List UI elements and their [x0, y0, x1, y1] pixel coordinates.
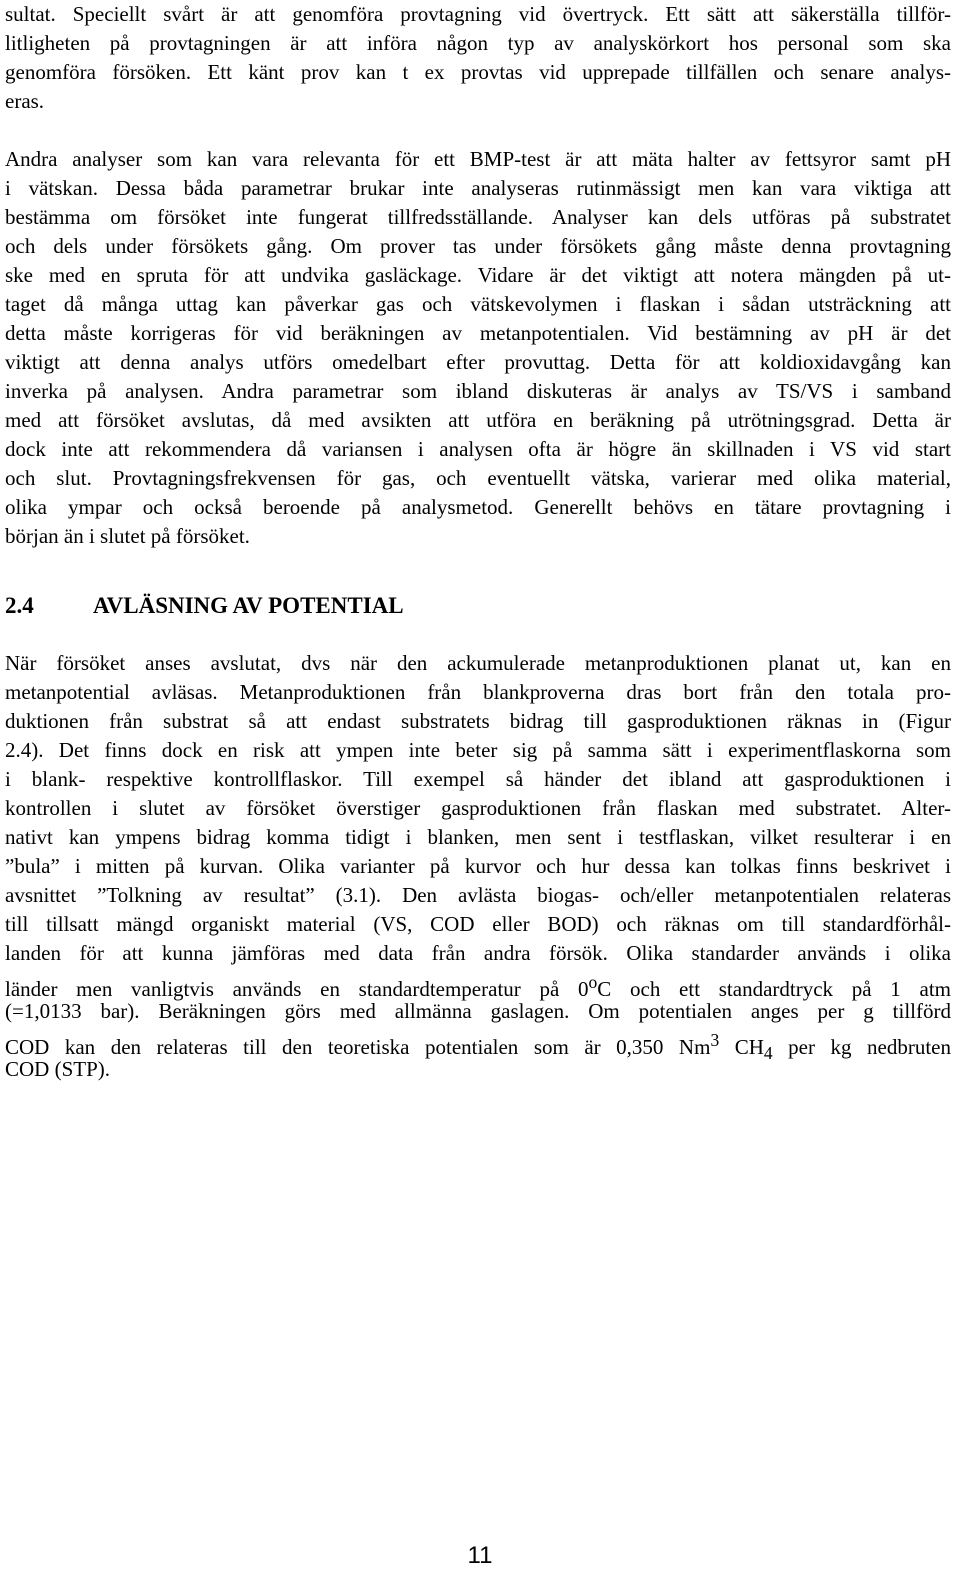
text-line: olika ympar och också beroende på analysmetod. Generellt behövs en tätare provtagning i	[5, 495, 951, 519]
text-line: bestämma om försöket inte fungerat tillfredsställande. Analyser kan dels utföras på substratet	[5, 205, 951, 229]
section-title: AVLÄSNING AV POTENTIAL	[93, 593, 404, 618]
text-line: ske med en spruta för att undvika gasläckage. Vidare är det viktigt att notera mängden på ut-	[5, 263, 951, 287]
text-line: och slut. Provtagningsfrekvensen för gas, och eventuellt vätska, varierar med olika material,	[5, 466, 951, 490]
text-line: viktigt att denna analys utförs omedelbart efter provuttag. Detta för att koldioxidavgång kan	[5, 350, 951, 374]
text-line: genomföra försöken. Ett känt prov kan t ex provtas vid upprepade tillfällen och senare analys-	[5, 60, 951, 84]
text-line: i vätskan. Dessa båda parametrar brukar inte analyseras rutinmässigt men kan vara viktiga att	[5, 176, 951, 200]
text-line: avsnittet ”Tolkning av resultat” (3.1). Den avlästa biogas- och/eller metanpotentialen relateras	[5, 883, 951, 907]
text-line: med att försöket avslutas, då med avsikten att utföra en beräkning på utrötningsgrad. Detta är	[5, 408, 951, 432]
intro-paragraph	[5, 0, 951, 116]
text-line: i blank- respektive kontrollflaskor. Till exempel så händer det ibland att gasproduktionen i	[5, 767, 951, 791]
text-line: COD (STP).	[5, 1057, 111, 1081]
text-line: landen för att kunna jämföras med data från andra försök. Olika standarder används i olika	[5, 941, 951, 965]
section-gap	[5, 551, 951, 591]
document-page	[5, 0, 951, 1084]
text-line: och dels under försökets gång. Om prover tas under försökets gång måste denna provtagning	[5, 234, 951, 258]
text-line: nativt kan ympens bidrag komma tidigt i blanken, men sent i testflaskan, vilket resulterar i en	[5, 825, 951, 849]
superscript-degree: o	[588, 972, 598, 992]
text-line: 2.4). Det finns dock en risk att ympen inte beter sig på samma sätt i experimentflaskorna som	[5, 738, 951, 762]
text-line-temperature	[5, 968, 951, 1001]
potential-paragraph	[5, 649, 951, 1084]
text-line: (=1,0133 bar). Beräkningen görs med allmänna gaslagen. Om potentialen anges per g tillförd	[5, 999, 951, 1023]
text-line: ”bula” i mitten på kurvan. Olika varianter på kurvor och hur dessa kan tolkas finns beskrivet i	[5, 854, 951, 878]
text-line: När försöket anses avslutat, dvs när den ackumulerade metanproduktionen planat ut, kan en	[5, 651, 951, 675]
subscript-four: 4	[763, 1043, 773, 1064]
text-line: sultat. Speciellt svårt är att genomföra provtagning vid övertryck. Ett sätt att säkerställa tillför-	[5, 2, 951, 26]
text-line: detta måste korrigeras för vid beräkningen av metanpotentialen. Vid bestämning av pH är det	[5, 321, 951, 345]
paragraph-gap	[5, 116, 951, 145]
text-line: litligheten på provtagningen är att införa någon typ av analyskörkort hos personal som ska	[5, 31, 951, 55]
text-line: taget då många uttag kan påverkar gas och vätskevolymen i flaskan i sådan utsträckning att	[5, 292, 951, 316]
superscript-cubic: 3	[710, 1030, 720, 1050]
text-fragment: länder men vanligtvis används en standardtemperatur på 0	[5, 977, 589, 1001]
text-line: dock inte att rekommendera då variansen i analysen ofta är högre än skillnaden i VS vid start	[5, 437, 951, 461]
text-line: början än i slutet på försöket.	[5, 524, 250, 548]
section-number: 2.4	[5, 593, 34, 618]
paragraph-gap	[5, 620, 951, 649]
text-line: inverka på analysen. Andra parametrar som ibland diskuteras är analys av TS/VS i samband	[5, 379, 951, 403]
text-line: duktionen från substrat så att endast substratets bidrag till gasproduktionen räknas in (Figur	[5, 709, 951, 733]
page-number: 11	[467, 1542, 493, 1569]
text-line: eras.	[5, 89, 45, 113]
text-line: till tillsatt mängd organiskt material (VS, COD eller BOD) och räknas om till standardförhål-	[5, 912, 951, 936]
text-line-cod	[5, 1026, 951, 1064]
text-line: metanpotential avläsas. Metanproduktionen från blankproverna dras bort från den totala pro-	[5, 680, 951, 704]
text-line: kontrollen i slutet av försöket överstiger gasproduktionen från flaskan med substratet. Alter-	[5, 796, 951, 820]
text-fragment: per kg nedbruten	[772, 1035, 951, 1059]
section-heading	[5, 591, 951, 620]
text-fragment: CH	[719, 1035, 764, 1059]
analysis-paragraph	[5, 145, 951, 551]
text-line: Andra analyser som kan vara relevanta för ett BMP-test är att mäta halter av fettsyror samt pH	[5, 147, 951, 171]
text-fragment: C och ett standardtryck på 1 atm	[597, 977, 951, 1001]
text-fragment: COD kan den relateras till den teoretiska potentialen som är 0,350 Nm	[5, 1035, 711, 1059]
